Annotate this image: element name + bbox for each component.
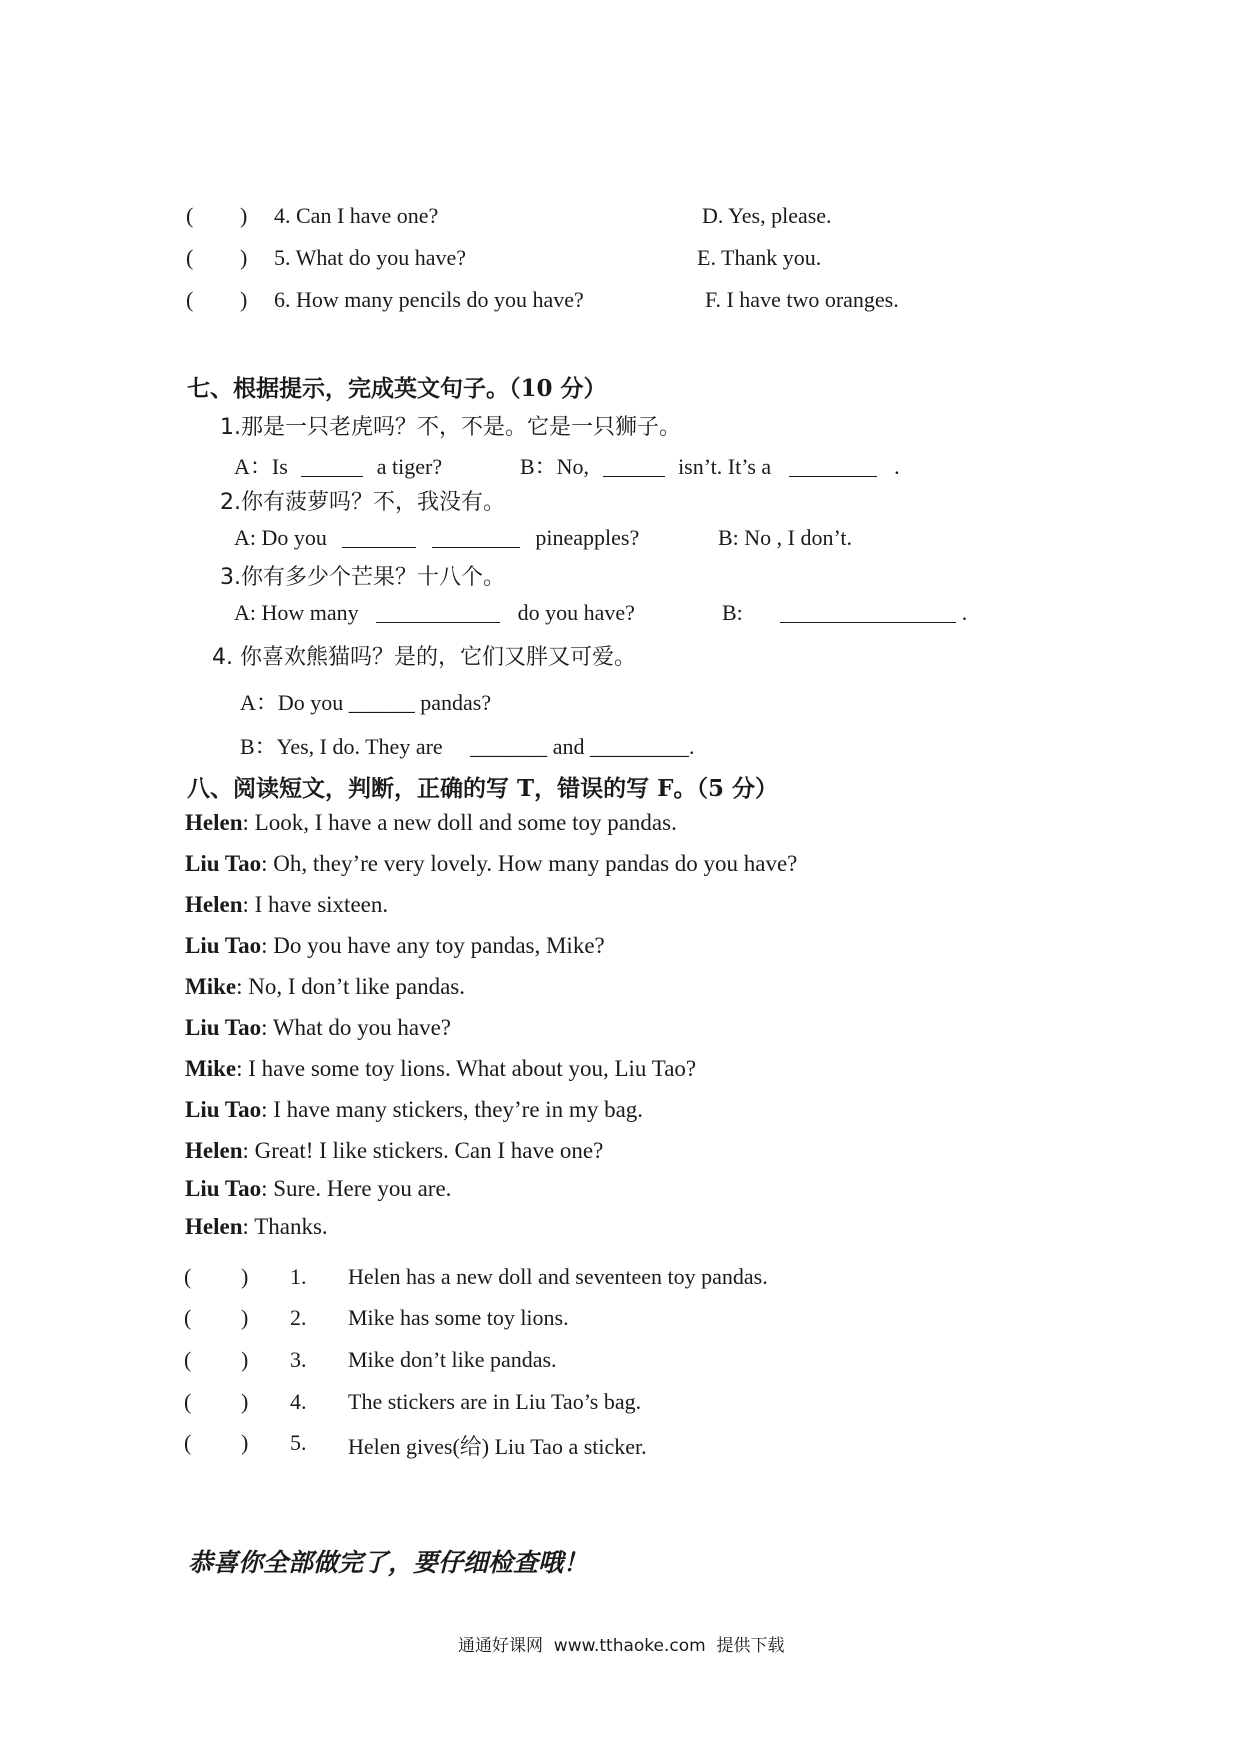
q4-b-prefix: B：Yes, I do. They are xyxy=(240,734,443,759)
dialogue-line xyxy=(185,933,605,959)
utterance: : Do you have any toy pandas, Mike? xyxy=(261,933,605,958)
q1-line-a xyxy=(234,450,442,481)
q3-b-end: . xyxy=(961,600,968,625)
answer-paren-open[interactable]: ( xyxy=(186,287,194,312)
answer-paren-close: ) xyxy=(240,245,248,270)
utterance: : No, I don’t like pandas. xyxy=(236,974,466,999)
q2-line-b: B: No , I don’t. xyxy=(718,525,853,550)
q4-chinese-prompt: 4. 你喜欢熊猫吗？是的，它们又胖又可爱。 xyxy=(212,645,636,670)
judge-number: 2. xyxy=(290,1305,307,1330)
section-7-heading: 七、根据提示，完成英文句子。（10 分） xyxy=(187,375,607,402)
dialogue-line xyxy=(185,974,465,1000)
answer-paren-open[interactable]: ( xyxy=(186,245,194,270)
judge-paren-open[interactable]: ( xyxy=(184,1305,192,1330)
utterance: : I have many stickers, they’re in my bag. xyxy=(261,1097,644,1122)
judge-number: 1. xyxy=(290,1264,307,1289)
speaker: Liu Tao xyxy=(185,1176,262,1201)
speaker: Liu Tao xyxy=(185,851,262,876)
speaker: Mike xyxy=(185,1056,237,1081)
closing-message: 恭喜你全部做完了，要仔细检查哦！ xyxy=(188,1548,589,1577)
dialogue-line xyxy=(185,1176,451,1202)
q3-line-a xyxy=(234,600,635,626)
q3-b-prefix: B: xyxy=(722,600,743,625)
speaker: Liu Tao xyxy=(185,1097,262,1122)
q3-a-prefix: A: How many xyxy=(234,600,359,625)
dialogue-line xyxy=(185,1097,643,1123)
utterance: : Great! I like stickers. Can I have one? xyxy=(242,1138,604,1163)
speaker: Liu Tao xyxy=(185,1015,262,1040)
judge-paren-open[interactable]: ( xyxy=(184,1347,192,1372)
q1-a-prefix: A：Is xyxy=(234,454,288,479)
judge-paren-close: ) xyxy=(241,1389,249,1414)
match-answer: E. Thank you. xyxy=(697,245,822,270)
match-question: 5. What do you have? xyxy=(274,245,467,270)
utterance: : Thanks. xyxy=(242,1214,328,1239)
q2-a-suffix: pineapples? xyxy=(535,525,640,550)
speaker: Helen xyxy=(185,1138,243,1163)
q1-b-end: . xyxy=(894,454,900,479)
judge-paren-close: ) xyxy=(241,1430,249,1455)
dialogue-line xyxy=(185,810,677,836)
footer-credit: 通通好课网 www.tthaoke.com 提供下载 xyxy=(458,1636,785,1656)
dialogue-line xyxy=(185,1138,603,1164)
q2-a-prefix: A: Do you xyxy=(234,525,327,550)
q3-chinese-prompt: 3.你有多少个芒果？十八个。 xyxy=(220,565,505,590)
answer-paren-close: ) xyxy=(240,203,248,228)
utterance: : Oh, they’re very lovely. How many pandas do you have? xyxy=(261,851,798,876)
q1-blank-1[interactable] xyxy=(301,454,363,477)
judge-paren-open[interactable]: ( xyxy=(184,1264,192,1289)
q1-blank-3[interactable] xyxy=(789,454,877,477)
judge-statement: The stickers are in Liu Tao’s bag. xyxy=(348,1389,642,1414)
judge-statement: Helen gives(给) Liu Tao a sticker. xyxy=(348,1434,647,1459)
q3-line-b xyxy=(722,600,967,626)
judge-statement: Helen has a new doll and seventeen toy pandas. xyxy=(348,1264,768,1289)
q2-blank-2[interactable] xyxy=(432,525,520,548)
dialogue-line xyxy=(185,1214,328,1240)
judge-number: 5. xyxy=(290,1430,307,1455)
utterance: : Sure. Here you are. xyxy=(261,1176,452,1201)
speaker: Helen xyxy=(185,810,243,835)
dialogue-line xyxy=(185,892,388,918)
judge-number: 3. xyxy=(290,1347,307,1372)
q1-blank-2[interactable] xyxy=(603,454,665,477)
judge-paren-open[interactable]: ( xyxy=(184,1430,192,1455)
answer-paren-open[interactable]: ( xyxy=(186,203,194,228)
q1-b-prefix: B：No, xyxy=(520,454,590,479)
match-question: 4. Can I have one? xyxy=(274,203,439,228)
q1-line-b xyxy=(520,450,900,481)
judge-paren-open[interactable]: ( xyxy=(184,1389,192,1414)
q2-line-a xyxy=(234,525,639,551)
utterance: : Look, I have a new doll and some toy pandas. xyxy=(242,810,677,835)
judge-statement: Mike don’t like pandas. xyxy=(348,1347,557,1372)
q2-chinese-prompt: 2.你有菠萝吗？不，我没有。 xyxy=(220,490,505,515)
q2-blank-1[interactable] xyxy=(342,525,416,548)
speaker: Helen xyxy=(185,1214,243,1239)
judge-paren-close: ) xyxy=(241,1264,249,1289)
q4-line-a: A：Do you ______ pandas? xyxy=(240,690,492,715)
q3-blank-2[interactable] xyxy=(780,600,956,623)
utterance: : I have sixteen. xyxy=(242,892,389,917)
q1-a-suffix: a tiger? xyxy=(376,454,443,479)
judge-paren-close: ) xyxy=(241,1305,249,1330)
speaker: Liu Tao xyxy=(185,933,262,958)
utterance: : I have some toy lions. What about you, Liu Tao? xyxy=(236,1056,697,1081)
q1-chinese-prompt: 1.那是一只老虎吗？不，不是。它是一只狮子。 xyxy=(220,415,681,440)
utterance: : What do you have? xyxy=(261,1015,452,1040)
dialogue-line xyxy=(185,851,797,877)
judge-statement: Mike has some toy lions. xyxy=(348,1305,569,1330)
dialogue-line xyxy=(185,1056,696,1082)
dialogue-line xyxy=(185,1015,451,1041)
q4-line-b xyxy=(240,730,694,761)
judge-paren-close: ) xyxy=(241,1347,249,1372)
q3-blank-1[interactable] xyxy=(376,600,500,623)
speaker: Helen xyxy=(185,892,243,917)
section-8-heading: 八、阅读短文，判断，正确的写 T，错误的写 F。（5 分） xyxy=(187,775,778,802)
judge-number: 4. xyxy=(290,1389,307,1414)
match-answer: D. Yes, please. xyxy=(702,203,832,228)
answer-paren-close: ) xyxy=(240,287,248,312)
match-question: 6. How many pencils do you have? xyxy=(274,287,584,312)
q1-b-middle: isn’t. It’s a xyxy=(678,454,772,479)
q4-b-blanks[interactable]: _______ and _________. xyxy=(470,734,695,759)
q3-a-suffix: do you have? xyxy=(517,600,635,625)
speaker: Mike xyxy=(185,974,237,999)
match-answer: F. I have two oranges. xyxy=(705,287,899,312)
